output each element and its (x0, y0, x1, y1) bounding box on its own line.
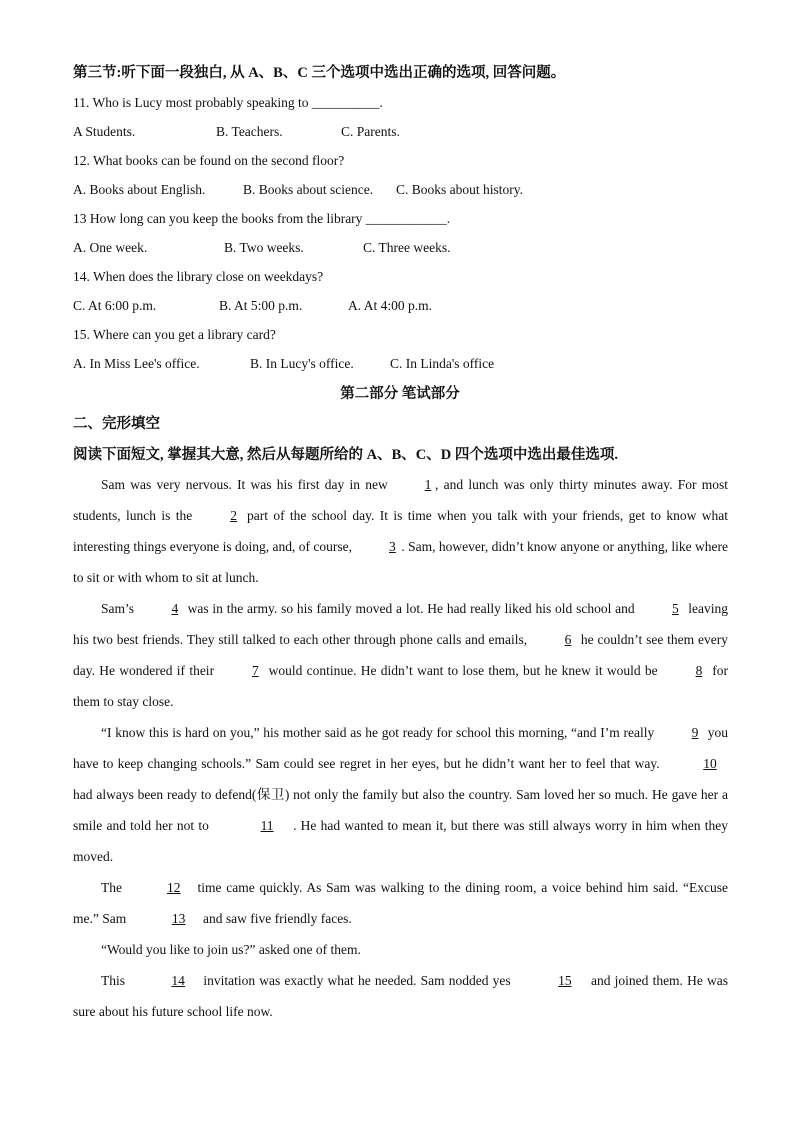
question-14: 14. When does the library close on weekdays? (73, 269, 324, 284)
passage-paragraph-2: Sam’s 4 was in the army. so his family moved a lot. He had really liked his old school and 5 leaving his two best friends. They still talked to each other through phone calls and emails, 6 he couldn’t see them every day. He wondered if their 7 would continue. He didn’t want to lose them, but he knew it would be 8 for them to stay close. (73, 593, 728, 717)
blank-10[interactable]: 10 (703, 756, 717, 771)
passage-paragraph-4: The 12 time came quickly. As Sam was walking to the dining room, a voice behind him said. “Excuse me.” Sam 13 and saw five friendly faces. (73, 872, 728, 934)
section-title-cloze: 二、完形填空 (73, 416, 160, 432)
blank-15[interactable]: 15 (558, 973, 572, 988)
blank-3[interactable]: 3 (389, 539, 396, 554)
q11-option-c: C. Parents. (341, 124, 400, 139)
q11-option-b: B. Teachers. (216, 124, 283, 139)
blank-6[interactable]: 6 (564, 632, 572, 647)
q13-option-b: B. Two weeks. (224, 240, 304, 255)
cloze-passage (73, 469, 728, 1027)
q12-option-a: A. Books about English. (73, 182, 206, 197)
passage-paragraph-3: “I know this is hard on you,” his mother said as he got ready for school this morning, “and I’m really 9 you have to keep changing schools.” Sam could see regret in her eyes, but he didn’t want her to feel that way. 10 had always been ready to defend(保卫) not only the family but also the country. Sam loved her so much. He gave her a smile and told her not to 11 . He had wanted to mean it, but there was still always worry in him when they moved. (73, 717, 728, 872)
passage-paragraph-1: Sam was very nervous. It was his first day in new 1 , and lunch was only thirty minutes away. For most students, lunch is the 2 part of the school day. It is time when you talk with your friends, get to know what interesting things everyone is doing, and, of course, 3 . Sam, however, didn’t know anyone or anything, like where to sit or with whom to sit at lunch. (73, 469, 728, 593)
q15-option-b: B. In Lucy's office. (250, 356, 354, 371)
blank-11[interactable]: 11 (260, 818, 274, 833)
passage-paragraph-6: This 14 invitation was exactly what he needed. Sam nodded yes 15 and joined them. He was sure about his future school life now. (73, 965, 728, 1027)
q13-option-a: A. One week. (73, 240, 148, 255)
q12-option-c: C. Books about history. (396, 182, 524, 197)
part-two-title: 第二部分 笔试部分 (340, 386, 460, 402)
blank-4[interactable]: 4 (171, 601, 179, 616)
blank-12[interactable]: 12 (166, 880, 181, 895)
blank-14[interactable]: 14 (171, 973, 185, 988)
blank-8[interactable]: 8 (695, 663, 703, 678)
q14-option-1: C. At 6:00 p.m. (73, 298, 157, 313)
q11-option-a: A Students. (73, 124, 136, 139)
blank-7[interactable]: 7 (251, 663, 259, 678)
question-13: 13 How long can you keep the books from the library ____________. (73, 211, 451, 226)
question-12: 12. What books can be found on the second floor? (73, 153, 345, 168)
q14-option-2: B. At 5:00 p.m. (219, 298, 303, 313)
q14-option-3: A. At 4:00 p.m. (348, 298, 433, 313)
q15-option-a: A. In Miss Lee's office. (73, 356, 200, 371)
cloze-instruction: 阅读下面短文, 掌握其大意, 然后从每题所给的 A、B、C、D 四个选项中选出最佳选项. (73, 447, 618, 463)
blank-9[interactable]: 9 (691, 725, 699, 740)
listening-heading: 第三节:听下面一段独白, 从 A、B、C 三个选项中选出正确的选项, 回答问题。 (73, 65, 566, 81)
blank-1[interactable]: 1 (424, 477, 432, 492)
q12-option-b: B. Books about science. (243, 182, 374, 197)
blank-2[interactable]: 2 (230, 508, 237, 523)
question-11: 11. Who is Lucy most probably speaking to __________. (73, 95, 383, 110)
q13-option-c: C. Three weeks. (363, 240, 451, 255)
q15-option-c: C. In Linda's office (390, 356, 495, 371)
blank-5[interactable]: 5 (672, 601, 679, 616)
blank-13[interactable]: 13 (171, 911, 186, 926)
question-15: 15. Where can you get a library card? (73, 327, 276, 342)
passage-paragraph-5: “Would you like to join us?” asked one of them. (101, 942, 361, 957)
